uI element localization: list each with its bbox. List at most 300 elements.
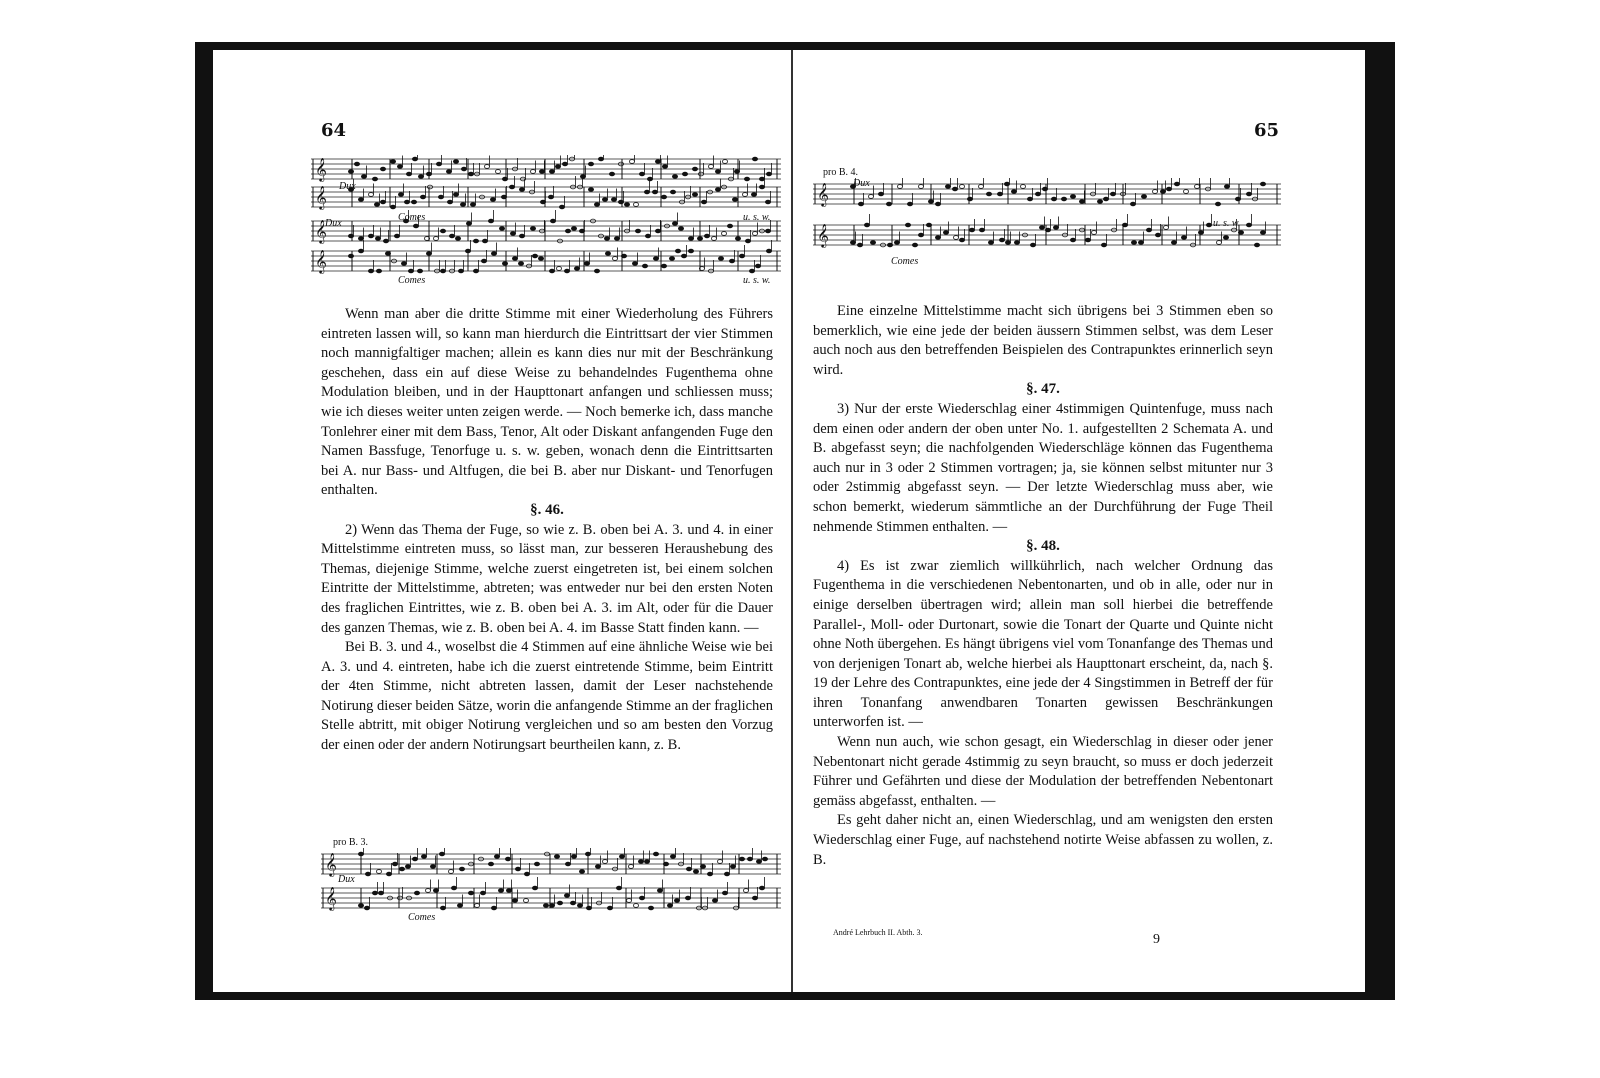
note-head bbox=[348, 170, 353, 174]
note-head bbox=[1174, 182, 1179, 186]
note-head bbox=[438, 195, 443, 199]
note-head bbox=[644, 190, 649, 194]
note-head bbox=[653, 852, 658, 856]
note-head bbox=[952, 187, 957, 191]
note-head bbox=[718, 257, 723, 261]
note-head bbox=[602, 860, 607, 864]
note-head bbox=[632, 262, 637, 266]
note-head bbox=[612, 257, 617, 261]
note-head bbox=[404, 200, 409, 204]
note-head bbox=[959, 185, 964, 189]
note-head bbox=[667, 904, 672, 908]
note-head bbox=[1035, 192, 1040, 196]
note-head bbox=[421, 855, 426, 859]
note-head bbox=[574, 267, 579, 271]
note-head bbox=[935, 236, 940, 240]
note-head bbox=[1160, 190, 1165, 194]
note-head bbox=[488, 219, 493, 223]
note-head bbox=[524, 872, 529, 876]
note-head bbox=[361, 175, 366, 179]
note-head bbox=[628, 865, 633, 869]
note-head bbox=[510, 232, 515, 236]
note-head bbox=[978, 185, 983, 189]
note-head bbox=[887, 243, 892, 247]
note-head bbox=[678, 227, 683, 231]
page-number-right: 65 bbox=[1253, 120, 1279, 141]
note-head bbox=[376, 870, 381, 874]
note-head bbox=[436, 162, 441, 166]
note-head bbox=[745, 239, 750, 243]
note-head bbox=[1238, 231, 1243, 235]
note-head bbox=[390, 205, 395, 209]
note-head bbox=[868, 195, 873, 199]
note-head bbox=[1246, 192, 1251, 196]
note-head bbox=[588, 162, 593, 166]
note-head bbox=[474, 904, 479, 908]
note-head bbox=[669, 257, 674, 261]
note-head bbox=[886, 202, 891, 206]
comes-label-right: Comes bbox=[891, 256, 919, 267]
note-head bbox=[959, 238, 964, 242]
note-head bbox=[470, 203, 475, 207]
note-head bbox=[688, 237, 693, 241]
note-head bbox=[766, 172, 771, 176]
note-head bbox=[979, 228, 984, 232]
dux-label-2: Dux bbox=[325, 218, 342, 229]
note-head bbox=[1155, 233, 1160, 237]
note-head bbox=[417, 269, 422, 273]
note-head bbox=[722, 160, 727, 164]
note-head bbox=[523, 899, 528, 903]
note-head bbox=[447, 200, 452, 204]
note-head bbox=[722, 891, 727, 895]
note-head bbox=[759, 185, 764, 189]
note-head bbox=[759, 177, 764, 181]
note-head bbox=[406, 172, 411, 176]
note-head bbox=[652, 190, 657, 194]
note-head bbox=[711, 237, 716, 241]
note-head bbox=[1166, 187, 1171, 191]
note-head bbox=[943, 231, 948, 235]
note-head bbox=[721, 232, 726, 236]
note-head bbox=[1152, 190, 1157, 194]
note-head bbox=[663, 862, 668, 866]
note-head bbox=[564, 894, 569, 898]
note-head bbox=[1131, 241, 1136, 245]
note-head bbox=[420, 195, 425, 199]
note-head bbox=[380, 200, 385, 204]
note-head bbox=[579, 870, 584, 874]
note-head bbox=[644, 860, 649, 864]
staff-system-group bbox=[311, 155, 781, 283]
note-head bbox=[605, 252, 610, 256]
note-head bbox=[565, 862, 570, 866]
note-head bbox=[453, 193, 458, 197]
dux-label-3: Dux bbox=[338, 874, 355, 885]
note-head bbox=[624, 203, 629, 207]
note-head bbox=[430, 865, 435, 869]
note-head bbox=[765, 200, 770, 204]
note-head bbox=[414, 891, 419, 895]
note-head bbox=[1101, 243, 1106, 247]
note-head bbox=[385, 252, 390, 256]
note-head bbox=[394, 234, 399, 238]
note-head bbox=[412, 157, 417, 161]
note-head bbox=[724, 872, 729, 876]
note-head bbox=[1051, 197, 1056, 201]
note-head bbox=[692, 167, 697, 171]
note-head bbox=[459, 867, 464, 871]
note-head bbox=[681, 254, 686, 258]
note-head bbox=[411, 200, 416, 204]
note-head bbox=[602, 198, 607, 202]
note-head bbox=[461, 167, 466, 171]
note-head bbox=[594, 269, 599, 273]
note-head bbox=[439, 852, 444, 856]
note-head bbox=[490, 198, 495, 202]
music-example-1 bbox=[311, 155, 781, 283]
note-head bbox=[368, 193, 373, 197]
note-head bbox=[392, 862, 397, 866]
note-head bbox=[662, 165, 667, 169]
note-head bbox=[538, 257, 543, 261]
note-head bbox=[412, 857, 417, 861]
note-head bbox=[426, 252, 431, 256]
note-head bbox=[405, 865, 410, 869]
clef-symbol: 𝄞 bbox=[817, 223, 829, 247]
note-head bbox=[372, 177, 377, 181]
note-head bbox=[749, 269, 754, 273]
staff-system-group bbox=[813, 178, 1281, 260]
note-head bbox=[1194, 185, 1199, 189]
paragraph: 2) Wenn das Thema der Fuge, so wie z. B. oben bei A. 3. und 4. in einer Mittelstimme eintreten muss, so lässt man, zur besseren Heraushebung des Themas, diejenige Stimme, welche zuerst eingetreten ist, bei einem solchen Eintritte der Mittelstimme, abtreten; was entweder nur bei den ersten Noten des fraglichen Eintrittes, wie z. B. oben bei A. 3. im Alt, oder für die Dauer des ganzen Themas, wie z. B. oben bei A. 4. im Basse Statt finden kann. — bbox=[321, 521, 773, 636]
note-head bbox=[460, 203, 465, 207]
paragraph: 3) Nur der erste Wiederschlag einer 4stimmigen Quintenfuge, muss nach dem einen oder andern der oben unter No. 1. aufgestellten 2 Schemata A. und B. abgefasst seyn; die nachfolgenden Wiederschläge können das Fugenthema auch nur in 3 oder 2 Stimmen vortragen; ja, sie können selbst mitunter nur 3 oder 2stimmig abgefasst seyn. — Der letzte Wiederschlag muss aber, wie schon bemerkt, wiederum sämmtliche an der Durchführung der Fuge Theil nehmende Stimmen enthalten. — bbox=[813, 400, 1273, 535]
dux-label-right: Dux bbox=[853, 178, 870, 189]
note-head bbox=[549, 170, 554, 174]
note-head bbox=[1130, 202, 1135, 206]
note-head bbox=[440, 229, 445, 233]
note-head bbox=[926, 223, 931, 227]
note-head bbox=[870, 241, 875, 245]
note-head bbox=[878, 192, 883, 196]
note-head bbox=[1070, 238, 1075, 242]
note-head bbox=[1014, 241, 1019, 245]
note-head bbox=[697, 237, 702, 241]
note-head bbox=[751, 193, 756, 197]
note-head bbox=[554, 855, 559, 859]
note-head bbox=[685, 896, 690, 900]
note-head bbox=[515, 867, 520, 871]
note-head bbox=[468, 891, 473, 895]
note-head bbox=[742, 193, 747, 197]
note-head bbox=[618, 200, 623, 204]
note-head bbox=[700, 865, 705, 869]
note-head bbox=[488, 862, 493, 866]
note-head bbox=[378, 891, 383, 895]
note-head bbox=[585, 852, 590, 856]
note-head bbox=[375, 237, 380, 241]
dux-label-1: Dux bbox=[339, 181, 356, 192]
note-head bbox=[584, 262, 589, 266]
note-head bbox=[358, 198, 363, 202]
note-head bbox=[448, 870, 453, 874]
note-head bbox=[945, 185, 950, 189]
note-head bbox=[1254, 243, 1259, 247]
note-head bbox=[512, 899, 517, 903]
note-head bbox=[638, 860, 643, 864]
note-head bbox=[642, 264, 647, 268]
note-head bbox=[368, 234, 373, 238]
note-head bbox=[418, 175, 423, 179]
note-head bbox=[562, 162, 567, 166]
note-head bbox=[621, 254, 626, 258]
note-head bbox=[639, 896, 644, 900]
note-head bbox=[534, 862, 539, 866]
note-head bbox=[894, 241, 899, 245]
note-head bbox=[1004, 182, 1009, 186]
note-head bbox=[732, 198, 737, 202]
note-head bbox=[918, 233, 923, 237]
binding-edge-right bbox=[1375, 55, 1395, 1000]
note-head bbox=[480, 891, 485, 895]
note-head bbox=[752, 896, 757, 900]
note-head bbox=[672, 175, 677, 179]
note-head bbox=[595, 865, 600, 869]
note-head bbox=[399, 867, 404, 871]
note-head bbox=[967, 197, 972, 201]
note-head bbox=[1045, 228, 1050, 232]
note-head bbox=[1110, 192, 1115, 196]
note-head bbox=[372, 891, 377, 895]
note-head bbox=[708, 165, 713, 169]
note-head bbox=[401, 262, 406, 266]
note-head bbox=[997, 192, 1002, 196]
note-head bbox=[484, 165, 489, 169]
note-head bbox=[455, 237, 460, 241]
right-text-block bbox=[813, 302, 1273, 870]
note-head bbox=[686, 867, 691, 871]
note-head bbox=[376, 269, 381, 273]
footer-note: André Lehrbuch II. Abth. 3. bbox=[833, 928, 923, 937]
note-head bbox=[657, 889, 662, 893]
comes-label-1: Comes bbox=[398, 212, 426, 223]
left-page bbox=[213, 50, 793, 992]
note-head bbox=[1079, 200, 1084, 204]
note-head bbox=[577, 904, 582, 908]
note-head bbox=[766, 249, 771, 253]
note-head bbox=[556, 267, 561, 271]
note-head bbox=[653, 257, 658, 261]
note-head bbox=[498, 889, 503, 893]
note-head bbox=[354, 162, 359, 166]
note-head bbox=[465, 249, 470, 253]
note-head bbox=[607, 906, 612, 910]
clef-symbol: 𝄞 bbox=[325, 852, 337, 876]
note-head bbox=[935, 202, 940, 206]
note-head bbox=[549, 269, 554, 273]
note-head bbox=[543, 904, 548, 908]
note-head bbox=[501, 195, 506, 199]
note-head bbox=[762, 857, 767, 861]
note-head bbox=[1053, 226, 1058, 230]
note-head bbox=[468, 172, 473, 176]
note-head bbox=[1171, 241, 1176, 245]
note-head bbox=[1091, 231, 1096, 235]
note-head bbox=[611, 198, 616, 202]
clef-symbol: 𝄞 bbox=[315, 157, 327, 181]
paragraph: Eine einzelne Mittelstimme macht sich übrigens bei 3 Stimmen eben so bemerklich, wie eine jede der beiden äussern Stimmen selbst, was dem Leser auch noch aus den betreffenden Beispielen des Contrapunktes erinnerlich seyn wird. bbox=[813, 303, 1273, 378]
note-head bbox=[747, 857, 752, 861]
paragraph: 4) Es ist zwar ziemlich willkührlich, nach welcher Ordnung das Fugenthema in die verschiedenen Nebentonarten, und ob in alle, oder nur in einige derselben übertragen wird; allein man soll hierbei die betreffende Parallel-, Moll- oder Durtonart, sowie die Tonart der Quarte und Quinte nicht ohne Noth übergehen. Es hängt übrigens viel vom Tonanfange des Themas und von derjenigen Tonart ab, welche hierbei als Haupttonart erscheint, da, nach §. 19 der Lehre des Contrapunktes, eine jede der 4 Singstimmen in Betreff der für ihren Tonanfang anwendbaren Tonarten gewissen Beschränkungen unterworfen ist. — bbox=[813, 557, 1273, 731]
note-head bbox=[619, 855, 624, 859]
note-head bbox=[1216, 241, 1221, 245]
note-head bbox=[548, 195, 553, 199]
note-head bbox=[1005, 241, 1010, 245]
note-head bbox=[594, 203, 599, 207]
note-head bbox=[557, 901, 562, 905]
note-head bbox=[609, 172, 614, 176]
note-head bbox=[765, 229, 770, 233]
note-head bbox=[1097, 200, 1102, 204]
note-head bbox=[752, 232, 757, 236]
note-head bbox=[918, 185, 923, 189]
note-head bbox=[729, 259, 734, 263]
note-head bbox=[661, 264, 666, 268]
note-head bbox=[449, 234, 454, 238]
note-head bbox=[1103, 197, 1108, 201]
note-head bbox=[648, 906, 653, 910]
note-head bbox=[858, 202, 863, 206]
example-label-pro-b3: pro B. 3. bbox=[333, 837, 368, 848]
note-head bbox=[383, 239, 388, 243]
note-head bbox=[735, 237, 740, 241]
note-head bbox=[440, 269, 445, 273]
note-head bbox=[539, 170, 544, 174]
note-head bbox=[571, 855, 576, 859]
note-head bbox=[433, 237, 438, 241]
note-head bbox=[509, 185, 514, 189]
clef-symbol: 𝄞 bbox=[325, 886, 337, 910]
note-head bbox=[715, 188, 720, 192]
note-head bbox=[1163, 226, 1168, 230]
note-head bbox=[532, 254, 537, 258]
note-head bbox=[850, 241, 855, 245]
note-head bbox=[502, 177, 507, 181]
note-head bbox=[670, 855, 675, 859]
note-head bbox=[715, 170, 720, 174]
note-head bbox=[1070, 195, 1075, 199]
note-head bbox=[1206, 223, 1211, 227]
note-head bbox=[413, 224, 418, 228]
note-head bbox=[358, 852, 363, 856]
note-head bbox=[912, 243, 917, 247]
music-example-right bbox=[813, 178, 1281, 260]
note-head bbox=[1215, 202, 1220, 206]
note-head bbox=[380, 167, 385, 171]
note-head bbox=[674, 899, 679, 903]
note-head bbox=[670, 190, 675, 194]
note-head bbox=[358, 904, 363, 908]
note-head bbox=[1061, 197, 1066, 201]
note-head bbox=[374, 203, 379, 207]
note-head bbox=[986, 192, 991, 196]
note-head bbox=[499, 227, 504, 231]
example-label-pro-b4: pro B. 4. bbox=[823, 167, 858, 178]
note-head bbox=[1224, 185, 1229, 189]
note-head bbox=[1181, 236, 1186, 240]
note-head bbox=[928, 200, 933, 204]
note-head bbox=[1260, 231, 1265, 235]
note-head bbox=[897, 185, 902, 189]
note-head bbox=[693, 870, 698, 874]
note-head bbox=[364, 906, 369, 910]
note-head bbox=[473, 239, 478, 243]
note-head bbox=[495, 170, 500, 174]
note-head bbox=[348, 234, 353, 238]
signature-mark: 9 bbox=[1153, 932, 1160, 947]
note-head bbox=[999, 238, 1004, 242]
note-head bbox=[688, 249, 693, 253]
paragraph: Es geht daher nicht an, einen Wiederschlag, und am wenigsten den ersten Wiederschlag einer Fuge, auf nachstehend notirte Weise abfassen zu wollen, z. B. bbox=[813, 812, 1273, 868]
note-head bbox=[734, 170, 739, 174]
note-head bbox=[655, 160, 660, 164]
note-head bbox=[530, 227, 535, 231]
comes-label-2: Comes bbox=[398, 275, 426, 286]
note-head bbox=[1085, 238, 1090, 242]
note-head bbox=[661, 195, 666, 199]
note-head bbox=[466, 222, 471, 226]
usw-label-1: u. s. w. bbox=[743, 212, 771, 223]
note-head bbox=[453, 160, 458, 164]
note-head bbox=[739, 254, 744, 258]
note-head bbox=[647, 177, 652, 181]
note-head bbox=[635, 229, 640, 233]
note-head bbox=[701, 200, 706, 204]
note-head bbox=[864, 223, 869, 227]
note-head bbox=[408, 269, 413, 273]
note-head bbox=[604, 237, 609, 241]
note-head bbox=[491, 906, 496, 910]
note-head bbox=[494, 855, 499, 859]
note-head bbox=[1260, 182, 1265, 186]
section-heading-46: §. 46. bbox=[530, 501, 564, 518]
note-head bbox=[692, 193, 697, 197]
note-head bbox=[579, 229, 584, 233]
note-head bbox=[348, 254, 353, 258]
note-head bbox=[512, 257, 517, 261]
note-head bbox=[457, 904, 462, 908]
note-head bbox=[502, 262, 507, 266]
clef-symbol: 𝄞 bbox=[315, 219, 327, 243]
note-head bbox=[857, 243, 862, 247]
note-head bbox=[655, 229, 660, 233]
note-head bbox=[645, 234, 650, 238]
note-head bbox=[682, 172, 687, 176]
note-head bbox=[559, 205, 564, 209]
note-head bbox=[743, 889, 748, 893]
note-head bbox=[907, 202, 912, 206]
note-head bbox=[675, 249, 680, 253]
note-head bbox=[518, 262, 523, 266]
note-head bbox=[368, 269, 373, 273]
note-head bbox=[458, 269, 463, 273]
note-head bbox=[759, 886, 764, 890]
note-head bbox=[426, 172, 431, 176]
note-head bbox=[704, 234, 709, 238]
note-head bbox=[482, 239, 487, 243]
binding-edge-left bbox=[195, 42, 203, 1000]
